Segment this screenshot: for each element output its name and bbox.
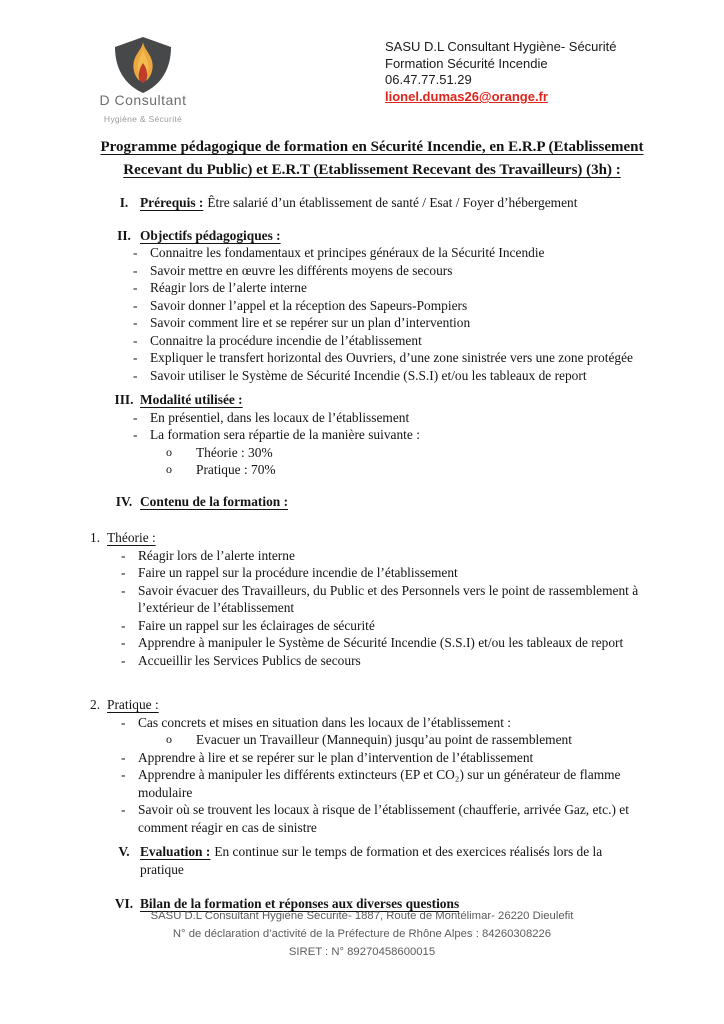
circle-marker: o — [166, 732, 172, 746]
section-objectifs — [0, 227, 724, 245]
section-evaluation — [0, 843, 724, 878]
footer-siret: SIRET : N° 89270458600015 — [288, 946, 436, 958]
subsection-heading: Pratique : — [107, 697, 159, 712]
subsection-theorie — [0, 529, 724, 547]
section-heading: Prérequis : — [140, 195, 204, 210]
section-prerequis — [0, 194, 724, 212]
footer — [0, 907, 724, 961]
dash-marker: - — [121, 582, 126, 598]
section-numeral: VI. — [114, 896, 134, 911]
dash-marker: - — [121, 749, 126, 765]
section-numeral: III. — [114, 392, 134, 407]
section-inline-text: En continue sur le temps de formation et des exercices réalisés lors de la pratique — [140, 844, 603, 877]
bullet-item: - Expliquer le transfert horizontal des Ouvriers, d’une zone sinistrée vers une zone protégée — [133, 350, 633, 365]
sub-bullet-item: o Pratique : 70% — [166, 462, 276, 477]
section-heading: Objectifs pédagogiques : — [140, 227, 281, 243]
section-numeral: II. — [117, 227, 131, 243]
bullet-item: - Savoir comment lire et se repérer sur un plan d’intervention — [133, 315, 471, 330]
footer-address: SASU D.L Consultant Hygiène Sécurité- 1887, Route de Montélimar- 26220 Dieulefit — [150, 910, 574, 922]
bullet-item: - Savoir où se trouvent les locaux à risque de l’établissement (chaufferie, arrivée Gaz, etc.) et comment réagir en cas de sinistre — [121, 802, 629, 835]
bullet-item: - Accueillir les Services Publics de secours — [121, 652, 361, 668]
dash-marker: - — [133, 262, 138, 278]
bullet-item: - En présentiel, dans les locaux de l’établissement — [133, 409, 410, 425]
title-line-2: Recevant du Public) et E.R.T (Etablissement Recevant des Travailleurs) (3h) : — [123, 162, 621, 178]
section-contenu — [0, 493, 724, 511]
subsection-number: 1. — [90, 530, 101, 545]
bullet-item: - Faire un rappel sur la procédure incendie de l’établissement — [121, 565, 458, 580]
section-heading: Evaluation : — [140, 844, 211, 859]
dash-marker: - — [121, 767, 126, 782]
section-heading: Contenu de la formation : — [140, 493, 289, 509]
section-heading: Modalité utilisée : — [140, 392, 243, 407]
section-inline-text: Être salarié d’un établissement de santé / Esat / Foyer d’hébergement — [207, 195, 578, 210]
bullet-item: - Apprendre à manipuler le Système de Sécurité Incendie (S.S.I) et/ou les tableaux de report — [121, 635, 624, 650]
section-modalite — [0, 391, 724, 409]
dash-marker: - — [133, 315, 138, 330]
document-body — [0, 194, 724, 913]
bullet-item: - Savoir évacuer des Travailleurs, du Public et des Personnels vers le point de rassemblement à l’extérieur de l’établissement — [121, 582, 639, 615]
company-name: SASU D.L Consultant Hygiène- Sécurité — [385, 39, 617, 54]
circle-marker: o — [166, 444, 172, 459]
shield-flame-icon — [86, 36, 200, 94]
bullet-item: - Connaitre les fondamentaux et principes généraux de la Sécurité Incendie — [133, 245, 545, 260]
header-contact-block — [385, 39, 616, 106]
bullet-item: - Savoir utiliser le Système de Sécurité Incendie (S.S.I) et/ou les tableaux de report — [133, 367, 587, 383]
activity-line: Formation Sécurité Incendie — [385, 55, 548, 71]
bullet-item: - Faire un rappel sur les éclairages de sécurité — [121, 617, 375, 633]
circle-marker: o — [166, 462, 172, 476]
dash-marker: - — [121, 714, 126, 730]
bullet-item: - Apprendre à manipuler les différents extincteurs (EP et CO₂) sur un générateur de flamme modulaire — [121, 767, 621, 800]
section-heading: Bilan de la formation et réponses aux diverses questions — [140, 896, 460, 911]
dash-marker: - — [133, 427, 138, 442]
bullet-item: - La formation sera répartie de la manière suivante : — [133, 427, 420, 442]
dash-marker: - — [133, 245, 138, 260]
dash-marker: - — [121, 547, 126, 563]
dash-marker: - — [121, 565, 126, 580]
dash-marker: - — [133, 280, 138, 295]
dash-marker: - — [121, 652, 126, 668]
bullet-item: - Réagir lors de l’alerte interne — [133, 280, 307, 295]
title-line-1: Programme pédagogique de formation en Sécurité Incendie, en E.R.P (Etablissement — [100, 139, 644, 155]
logo-tagline: Hygiène & Sécurité — [103, 113, 183, 124]
section-numeral: IV. — [115, 493, 133, 509]
logo-brand-text: D Consultant — [99, 92, 187, 108]
company-logo — [86, 36, 200, 128]
dash-marker: - — [133, 409, 138, 425]
bullet-item: - Connaitre la procédure incendie de l’établissement — [133, 332, 422, 348]
sub-bullet-item: o Evacuer un Travailleur (Mannequin) jusqu’au point de rassemblement — [166, 732, 572, 747]
bullet-item: - Savoir mettre en œuvre les différents moyens de secours — [133, 262, 453, 278]
sub-bullet-item: o Théorie : 30% — [166, 444, 273, 460]
dash-marker: - — [133, 350, 138, 365]
dash-marker: - — [121, 635, 126, 650]
section-numeral: I. — [119, 195, 129, 210]
subsection-number: 2. — [90, 697, 101, 712]
dash-marker: - — [133, 332, 138, 348]
bullet-item: - Réagir lors de l’alerte interne — [121, 547, 295, 563]
dash-marker: - — [121, 617, 126, 633]
dash-marker: - — [133, 297, 138, 313]
dash-marker: - — [133, 367, 138, 383]
footer-declaration-number: N° de déclaration d’activité de la Préfecture de Rhône Alpes : 84260308226 — [172, 928, 552, 940]
section-numeral: V. — [118, 844, 130, 859]
email-link[interactable]: lionel.dumas26@orange.fr — [385, 89, 548, 104]
bullet-item: - Apprendre à lire et se repérer sur le plan d’intervention de l’établissement — [121, 749, 534, 765]
subsection-heading: Théorie : — [107, 530, 156, 545]
subsection-pratique — [0, 696, 724, 714]
bullet-item: - Savoir donner l’appel et la réception des Sapeurs-Pompiers — [133, 297, 468, 313]
document-title — [20, 136, 724, 182]
bullet-item: - Cas concrets et mises en situation dans les locaux de l’établissement : — [121, 714, 511, 730]
dash-marker: - — [121, 802, 126, 817]
phone-number: 06.47.77.51.29 — [385, 72, 472, 87]
